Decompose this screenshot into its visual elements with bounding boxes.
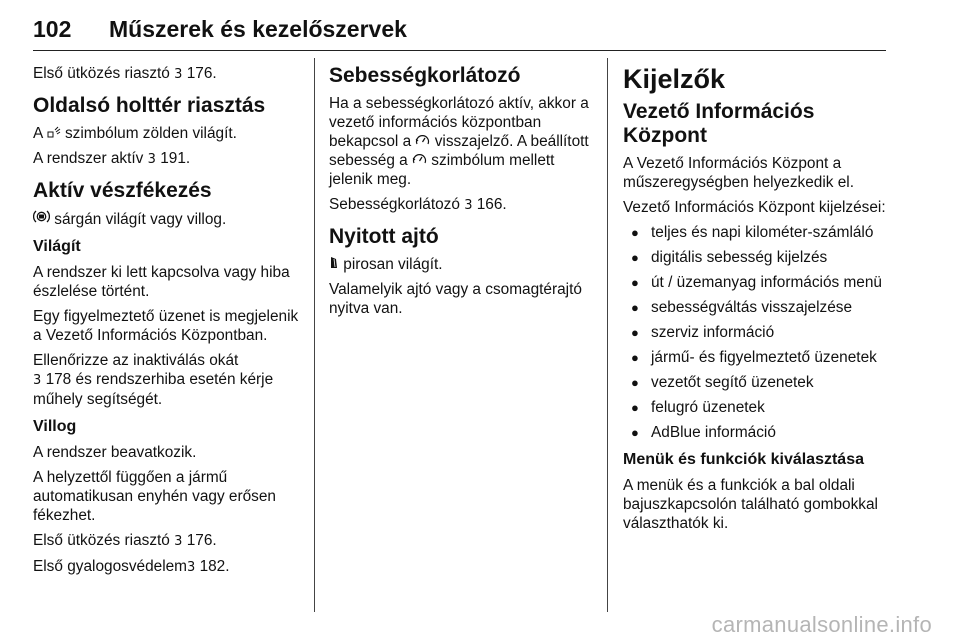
paragraph: Vezető Információs Központ kijelzései: — [623, 199, 886, 216]
page-number: 102 — [33, 16, 72, 42]
reference-arrow-icon: 3 — [174, 534, 183, 549]
paragraph: Első gyalogosvédelem3 182. — [33, 558, 230, 575]
paragraph: A menük és a funkciók a bal oldali bajuszkapcsolón található gombokkal választhatók ki. — [623, 477, 878, 532]
reference-arrow-icon: 3 — [33, 373, 42, 388]
speed-limiter-icon — [415, 134, 430, 146]
column-divider — [314, 58, 315, 612]
emergency-brake-icon — [33, 209, 50, 224]
reference-arrow-icon: 3 — [464, 198, 473, 213]
watermark: carmanualsonline.info — [711, 612, 932, 637]
section-heading: Sebességkorlátozó — [329, 64, 521, 87]
speed-limiter-icon — [412, 153, 427, 165]
column-2 — [329, 64, 595, 324]
paragraph: Ellenőrizze az inaktiválás okát 3 178 és rendszerhiba esetén kérje műhely segítségét. — [33, 352, 274, 408]
section-heading: Vezető Információs Központ — [623, 100, 815, 147]
paragraph: A Vezető Információs Központ a műszeregységben helyezkedik el. — [623, 155, 854, 191]
paragraph: A helyzettől függően a jármű automatikusan enyhén vagy erősen fékezhet. — [33, 469, 276, 524]
paragraph: Első ütközés riasztó 3 176. — [33, 65, 217, 82]
list-item: ● vezetőt segítő üzenetek — [623, 373, 891, 392]
column-3 — [623, 64, 891, 539]
list-item: ● szerviz információ — [623, 323, 891, 342]
reference-arrow-icon: 3 — [174, 67, 183, 82]
paragraph: pirosan világít. — [329, 255, 595, 274]
page-header — [33, 12, 886, 51]
section-heading: Oldalsó holttér riasztás — [33, 94, 266, 117]
paragraph: Sebességkorlátozó 3 166. — [329, 196, 507, 213]
list-item: ● teljes és napi kilométer-számláló — [623, 223, 891, 242]
subheading: Villog — [33, 418, 77, 435]
bullet-list — [623, 223, 891, 442]
list-item: ● sebességváltás visszajelzése — [623, 298, 891, 317]
list-item: ● digitális sebesség kijelzés — [623, 248, 891, 267]
list-item: ● jármű- és figyelmeztető üzenetek — [623, 348, 891, 367]
column-1 — [33, 64, 299, 583]
list-item: ● felugró üzenetek — [623, 398, 891, 417]
side-blind-spot-icon — [47, 126, 61, 138]
chapter-title: Műszerek és kezelőszervek — [109, 16, 407, 42]
subheading: Világít — [33, 238, 81, 255]
list-item: ● út / üzemanyag információs menü — [623, 273, 891, 292]
paragraph: A rendszer beavatkozik. — [33, 444, 197, 461]
paragraph: Első ütközés riasztó 3 176. — [33, 532, 217, 549]
section-heading: Nyitott ajtó — [329, 225, 439, 248]
reference-arrow-icon: 3 — [147, 152, 156, 167]
subheading: Menük és funkciók kiválasztása — [623, 451, 864, 468]
paragraph: Ha a sebességkorlátozó aktív, akkor a vezető információs központban bekapcsol a visszajelző. A beállított sebesség a szimbólum mellett jelenik meg. — [329, 95, 589, 188]
chapter-heading: Kijelzők — [623, 64, 726, 94]
door-open-icon — [329, 256, 339, 269]
column-divider — [607, 58, 608, 612]
paragraph: A rendszer ki lett kapcsolva vagy hiba észlelése történt. — [33, 264, 290, 300]
section-heading: Aktív vészfékezés — [33, 179, 212, 202]
paragraph: A szimbólum zölden világít. — [33, 125, 237, 142]
reference-arrow-icon: 3 — [187, 560, 196, 575]
paragraph: Valamelyik ajtó vagy a csomagtérajtó nyitva van. — [329, 281, 582, 317]
paragraph: sárgán világít vagy villog. — [33, 209, 299, 229]
paragraph: Egy figyelmeztető üzenet is megjelenik a Vezető Információs Központban. — [33, 308, 299, 344]
list-item: ● AdBlue információ — [623, 423, 891, 442]
paragraph: A rendszer aktív 3 191. — [33, 150, 191, 167]
